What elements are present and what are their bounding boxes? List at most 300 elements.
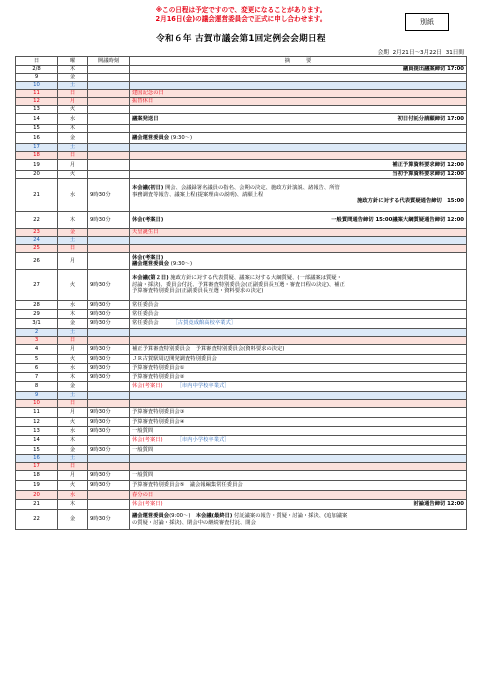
row-date: 29 [16,310,58,319]
row-start-time [88,382,130,392]
row-date: 17 [16,463,58,471]
row-summary [130,212,467,229]
row-date: 6 [16,364,58,373]
row-start-time [88,329,130,337]
row-weekday: 月 [58,471,88,481]
table-row [16,144,467,152]
summary-line [132,374,464,380]
row-date: 14 [16,114,58,125]
row-weekday: 日 [58,90,88,98]
row-weekday: 木 [58,436,88,446]
summary-text: 常任委員会 [132,310,159,317]
summary-line [132,346,464,352]
row-date: 2 [16,329,58,337]
row-weekday: 火 [58,171,88,179]
summary-line [132,135,464,141]
table-row [16,418,467,427]
summary-text: 議案発送日 [132,115,159,122]
row-summary [130,400,467,408]
table-row [16,400,467,408]
row-summary [130,144,467,152]
row-summary [130,436,467,446]
row-start-time: 9時30分 [88,355,130,364]
row-summary [130,133,467,144]
row-start-time [88,245,130,253]
table-row [16,345,467,355]
row-weekday: 水 [58,427,88,436]
table-row [16,310,467,319]
table-row [16,171,467,179]
row-start-time [88,133,130,144]
row-summary [130,491,467,500]
row-weekday: 土 [58,144,88,152]
summary-line [132,428,464,434]
row-start-time [88,237,130,245]
summary-text: 一般質問 [132,446,154,453]
row-weekday: 水 [58,114,88,125]
table-row [16,481,467,491]
table-row [16,463,467,471]
row-start-time [88,144,130,152]
row-date: 27 [16,270,58,301]
row-summary [130,337,467,345]
row-start-time [88,74,130,82]
summary-text: 天皇誕生日 [132,229,159,236]
row-summary [130,106,467,114]
row-date: 7 [16,373,58,382]
table-row [16,160,467,171]
header-dow: 曜 [58,57,88,66]
header-date: 日 [16,57,58,66]
table-row [16,253,467,270]
page-title: 令和６年 古賀市議会第1回定例会会期日程 [156,34,326,44]
table-row [16,114,467,125]
row-summary [130,171,467,179]
row-start-time: 9時30分 [88,301,130,310]
summary-text: (9:00～) [169,513,191,520]
summary-line [132,492,464,498]
row-weekday: 日 [58,152,88,160]
row-summary [130,392,467,400]
table-row [16,355,467,364]
row-summary [130,160,467,171]
row-weekday: 土 [58,392,88,400]
row-date: 28 [16,301,58,310]
row-summary [130,408,467,418]
summary-line [132,482,464,488]
table-row [16,106,467,114]
summary-text: 予算審査特別委員会① [132,364,185,371]
summary-text: 施政方針に対する代表質疑、議案に対する大綱質疑、(一部議案は質疑・ [168,275,342,282]
row-start-time: 9時30分 [88,345,130,355]
summary-text: 予算審査特別委員会② [132,373,185,380]
row-date: 18 [16,152,58,160]
table-row [16,301,467,310]
row-date: 3/1 [16,319,58,329]
row-date: 16 [16,133,58,144]
row-date: 20 [16,171,58,179]
table-row [16,98,467,106]
row-summary [130,463,467,471]
row-date: 19 [16,160,58,171]
row-start-time: 9時30分 [88,471,130,481]
period-label: 会期 [377,50,389,56]
row-summary [130,345,467,355]
summary-text: 事務調査等報告、議案上程(提案理由の説明)、請願上程 [132,191,264,198]
row-start-time: 9時30分 [88,310,130,319]
summary-line [132,320,464,326]
table-row [16,471,467,481]
row-weekday: 木 [58,66,88,74]
row-weekday: 月 [58,253,88,270]
row-weekday: 木 [58,125,88,133]
summary-text: 初日付託分請願締切 17:00 [397,115,464,122]
summary-text: 常任委員会 [132,301,159,308]
summary-text: 休会(考案日) [132,216,164,223]
summary-line [132,409,464,415]
summary-text: 休会(考案日) [132,383,163,390]
row-start-time [88,337,130,345]
row-weekday: 火 [58,418,88,427]
row-summary [130,427,467,436]
row-date: 8 [16,382,58,392]
row-start-time [88,152,130,160]
row-weekday: 水 [58,179,88,212]
row-date: 12 [16,418,58,427]
attachment-stamp: 別紙 [405,13,449,31]
row-date: 9 [16,74,58,82]
table-row [16,152,467,160]
summary-text: 当初予算資料要求締切 12:00 [392,171,464,178]
table-row [16,373,467,382]
table-row [16,500,467,510]
row-start-time [88,436,130,446]
row-summary [130,229,467,237]
row-start-time: 9時30分 [88,427,130,436]
table-row [16,455,467,463]
summary-text: 補正予算資料要求締切 12:00 [392,161,464,168]
row-start-time: 9時30分 [88,418,130,427]
row-summary [130,446,467,455]
schedule-table [15,56,467,530]
summary-text: 常任委員会 [132,320,159,327]
row-weekday: 土 [58,82,88,90]
row-start-time [88,98,130,106]
row-summary [130,373,467,382]
row-weekday: 火 [58,355,88,364]
row-start-time [88,229,130,237]
summary-line [132,98,464,104]
row-date: 17 [16,144,58,152]
row-start-time: 9時30分 [88,408,130,418]
row-summary [130,245,467,253]
row-start-time: 9時30分 [88,481,130,491]
row-weekday: 金 [58,133,88,144]
row-date: 5 [16,355,58,364]
summary-line [132,437,464,443]
period-days: 31日間 [445,50,464,56]
row-summary [130,471,467,481]
table-row [16,446,467,455]
period-range: 2月21日～3月22日 [392,50,442,56]
summary-line [132,311,464,317]
row-date: 10 [16,82,58,90]
table-header-row [16,57,467,66]
row-summary [130,237,467,245]
table-row [16,179,467,212]
summary-text: (9:30～) [169,134,193,141]
summary-text: 振替休日 [132,98,154,105]
summary-text: 本会議(第２日) [132,275,169,282]
row-date: 3 [16,337,58,345]
table-row [16,237,467,245]
table-row [16,382,467,392]
row-weekday: 木 [58,212,88,229]
row-summary [130,364,467,373]
row-weekday: 水 [58,491,88,500]
row-date: 14 [16,436,58,446]
row-start-time [88,82,130,90]
row-weekday: 土 [58,237,88,245]
row-date: 12 [16,98,58,106]
summary-text: 本会議(初日) [132,185,164,192]
row-start-time [88,392,130,400]
row-date: 9 [16,392,58,400]
notice-line-1: ※この日程は予定ですので、変更になることがあります。 [155,6,327,14]
row-start-time [88,400,130,408]
row-weekday: 金 [58,510,88,530]
row-date: 23 [16,229,58,237]
table-row [16,319,467,329]
row-summary [130,329,467,337]
summary-text: 休会(考案日) [132,437,163,444]
header-summary: 摘 要 [130,57,467,66]
summary-line [132,365,464,371]
row-weekday: 火 [58,481,88,491]
row-date: 21 [16,179,58,212]
table-row [16,436,467,446]
event-note: ［市内小学校卒業式］ [176,437,230,444]
summary-line [132,90,464,96]
notice-line-2: 2月16日(金)の議会運営委員会で正式に申し合わせます。 [155,15,327,23]
row-summary [130,270,467,301]
row-summary [130,500,467,510]
row-weekday: 土 [58,455,88,463]
summary-line [132,229,464,235]
row-start-time [88,171,130,179]
row-start-time [88,455,130,463]
summary-text: 予算審査特別委員会⑤ 議会報編集常任委員会 [132,482,243,489]
row-weekday: 木 [58,373,88,382]
table-row [16,491,467,500]
row-summary [130,98,467,106]
summary-line [132,302,464,308]
row-start-time: 9時30分 [88,270,130,301]
table-row [16,270,467,301]
event-note: ［古賀竟成館高校卒業式］ [172,320,237,327]
table-row [16,245,467,253]
table-row [16,212,467,229]
row-date: 13 [16,427,58,436]
table-row [16,329,467,337]
row-date: 20 [16,491,58,500]
row-date: 24 [16,237,58,245]
summary-text: 一般質問通告締切 15:00 [331,216,393,223]
row-weekday: 金 [58,74,88,82]
row-summary [130,74,467,82]
row-start-time: 9時30分 [88,364,130,373]
summary-text: 予算審査特別委員会(正副委員長互選・資料要求の決定) [132,288,264,295]
row-weekday: 日 [58,463,88,471]
row-start-time: 9時30分 [88,179,130,212]
row-date: 11 [16,90,58,98]
summary-text: 春分の日 [132,491,154,498]
row-date: 13 [16,106,58,114]
row-summary [130,510,467,530]
table-row [16,90,467,98]
row-weekday: 月 [58,408,88,418]
summary-text: (9:30～) [169,261,193,267]
row-weekday: 金 [58,446,88,455]
summary-line [132,383,464,389]
table-row [16,337,467,345]
summary-text: 議員提出議案締切 17:00 [402,66,464,73]
row-summary [130,301,467,310]
table-row [16,74,467,82]
row-weekday: 金 [58,319,88,329]
summary-line [132,116,464,122]
session-period [378,48,464,56]
row-summary [130,114,467,125]
row-summary [130,253,467,270]
summary-text: ＪＲ古賀駅周辺開発調査特別委員会 [132,355,217,362]
summary-text: 付託議案の報告・質疑・討論・採決、(追加議案 [232,513,348,520]
row-start-time [88,125,130,133]
row-summary [130,179,467,212]
summary-text: 補正予算審査特別委員会 予算審査特別委員会(資料要求の決定) [132,346,285,353]
table-row [16,133,467,144]
row-weekday: 日 [58,337,88,345]
row-weekday: 月 [58,345,88,355]
summary-text: 一般質問 [132,427,154,434]
row-start-time [88,253,130,270]
summary-line [132,419,464,425]
table-row [16,66,467,74]
table-row [16,427,467,436]
row-date: 22 [16,510,58,530]
summary-text: 討論通告締切 12:00 [413,501,464,508]
row-summary [130,90,467,98]
event-note: ［市内中学校卒業式］ [176,383,230,390]
row-summary [130,66,467,74]
summary-text: 本会議(最終日) [190,513,233,520]
summary-text: 開会、会議録署名議員の指名、会期の決定、施政方針演説、諸報告、所管 [163,185,340,192]
summary-text: 議会運営委員会 [132,513,170,520]
row-date: 25 [16,245,58,253]
table-row [16,364,467,373]
row-date: 16 [16,455,58,463]
row-date: 19 [16,481,58,491]
summary-line [132,261,464,267]
row-date: 2/8 [16,66,58,74]
summary-line [132,356,464,362]
row-weekday: 木 [58,310,88,319]
row-summary [130,418,467,427]
row-weekday: 土 [58,329,88,337]
summary-line [132,472,464,478]
summary-text: 一般質問 [132,472,154,479]
summary-text: 予算審査特別委員会③ [132,409,185,416]
table-row [16,408,467,418]
row-date: 15 [16,446,58,455]
row-summary [130,355,467,364]
row-weekday: 日 [58,245,88,253]
row-summary [130,455,467,463]
row-start-time: 9時30分 [88,319,130,329]
row-start-time [88,106,130,114]
row-weekday: 木 [58,500,88,510]
summary-text: 議会運営委員会 [132,261,170,267]
row-start-time: 9時30分 [88,373,130,382]
row-summary [130,310,467,319]
row-date: 22 [16,212,58,229]
row-start-time [88,90,130,98]
row-date: 26 [16,253,58,270]
row-weekday: 月 [58,160,88,171]
row-start-time: 9時30分 [88,510,130,530]
row-date: 11 [16,408,58,418]
row-start-time [88,500,130,510]
summary-text: の質疑・討論・採決)、閉会中の継続審査付託、閉会 [132,519,256,526]
row-start-time [88,491,130,500]
row-summary [130,152,467,160]
row-summary [130,319,467,329]
row-start-time [88,114,130,125]
summary-text: 建国記念の日 [132,90,164,97]
schedule-body [16,66,467,530]
row-summary [130,481,467,491]
row-summary [130,125,467,133]
row-start-time [88,66,130,74]
row-start-time: 9時30分 [88,446,130,455]
row-summary [130,382,467,392]
row-weekday: 水 [58,301,88,310]
table-row [16,229,467,237]
row-weekday: 金 [58,229,88,237]
row-date: 10 [16,400,58,408]
row-start-time [88,160,130,171]
row-date: 18 [16,471,58,481]
summary-text: 議会運営委員会 [132,134,170,141]
summary-line [132,520,464,526]
summary-line [132,288,464,294]
summary-text: 施政方針に対する代表質疑通告締切 15:00 [357,198,464,205]
table-row [16,510,467,530]
summary-line [132,501,464,507]
row-date: 15 [16,125,58,133]
row-weekday: 日 [58,400,88,408]
summary-text: 予算審査特別委員会④ [132,418,185,425]
table-row [16,392,467,400]
summary-text: 休会(考案日) [132,254,164,261]
summary-text: 休会(考案日) [132,501,163,508]
row-weekday: 水 [58,364,88,373]
row-weekday: 月 [58,98,88,106]
row-weekday: 火 [58,106,88,114]
row-weekday: 火 [58,270,88,301]
row-date: 4 [16,345,58,355]
row-summary [130,82,467,90]
